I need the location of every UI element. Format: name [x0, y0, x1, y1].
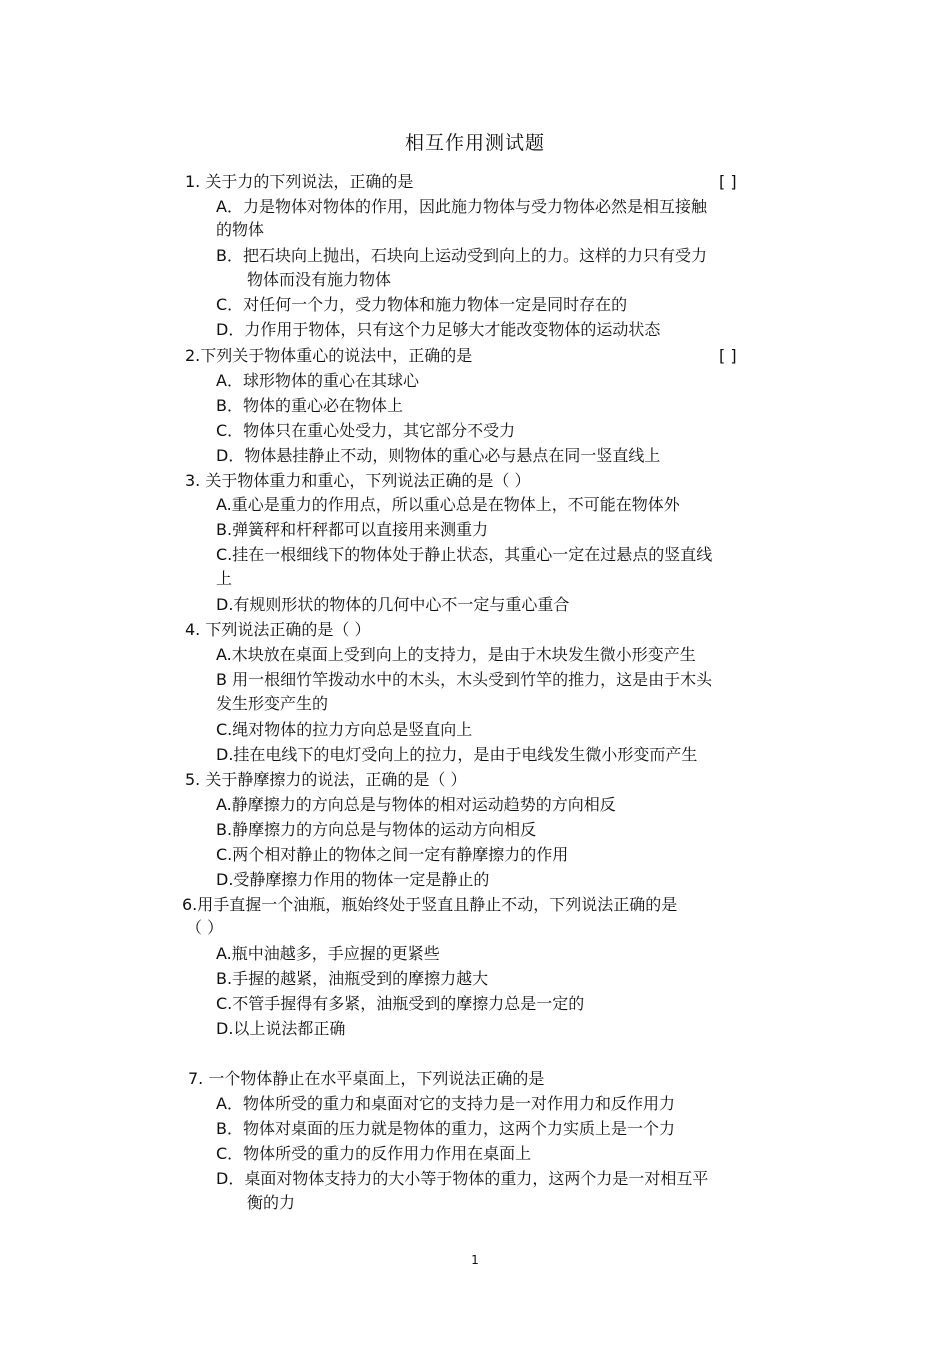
question-2-option-c: C．物体只在重心处受力，其它部分不受力: [216, 421, 516, 440]
question-1-option-b: B．把石块向上抛出，石块向上运动受到向上的力。这样的力只有受力: [216, 246, 707, 265]
question-5-option-b: B.静摩擦力的方向总是与物体的运动方向相反: [216, 820, 537, 839]
question-7-option-b: B．物体对桌面的压力就是物体的重力，这两个力实质上是一个力: [216, 1119, 675, 1138]
page-title: 相互作用测试题: [404, 132, 545, 154]
question-4-option-b-cont: 发生形变产生的: [216, 694, 329, 713]
question-4-option-b: B 用一根细竹竿拨动水中的木头，木头受到竹竿的推力，这是由于木头: [216, 670, 713, 689]
question-1-answer-bracket: [ ]: [719, 172, 737, 191]
question-1-stem: 1. 关于力的下列说法，正确的是: [185, 172, 414, 191]
question-1-option-b-cont: 物体而没有施力物体: [247, 270, 392, 289]
question-3-option-b: B.弹簧秤和杆秤都可以直接用来测重力: [216, 520, 489, 539]
question-6-option-a: A.瓶中油越多，手应握的更紧些: [216, 944, 440, 963]
question-3-option-c: C.挂在一根细线下的物体处于静止状态，其重心一定在过悬点的竖直线: [216, 545, 713, 564]
question-1-option-a: A．力是物体对物体的作用，因此施力物体与受力物体必然是相互接触: [216, 197, 707, 216]
question-3-option-a: A.重心是重力的作用点，所以重心总是在物体上，不可能在物体外: [216, 495, 680, 514]
question-4-option-a: A.木块放在桌面上受到向上的支持力，是由于木块发生微小形变产生: [216, 645, 696, 664]
question-7-stem: 7. 一个物体静止在水平桌面上，下列说法正确的是: [188, 1069, 545, 1088]
question-5-option-a: A.静摩擦力的方向总是与物体的相对运动趋势的方向相反: [216, 795, 616, 814]
question-2-stem: 2.下列关于物体重心的说法中，正确的是: [185, 346, 473, 365]
question-2-option-d: D．物体悬挂静止不动，则物体的重心必与悬点在同一竖直线上: [216, 446, 661, 465]
question-2-option-a: A．球形物体的重心在其球心: [216, 371, 419, 390]
question-7-option-a: A．物体所受的重力和桌面对它的支持力是一对作用力和反作用力: [216, 1094, 675, 1113]
question-6-option-b: B.手握的越紧，油瓶受到的摩擦力越大: [216, 969, 489, 988]
question-7-option-d-cont: 衡的力: [247, 1193, 296, 1212]
question-4-option-d: D.挂在电线下的电灯受向上的拉力，是由于电线发生微小形变而产生: [216, 745, 698, 764]
question-2-answer-bracket: [ ]: [719, 346, 737, 365]
question-6-option-c: C.不管手握得有多紧，油瓶受到的摩擦力总是一定的: [216, 994, 585, 1013]
question-4-stem: 4. 下列说法正确的是（ ）: [185, 620, 371, 639]
question-4-option-c: C.绳对物体的拉力方向总是竖直向上: [216, 720, 473, 739]
question-1-option-a-cont: 的物体: [216, 220, 265, 239]
question-3-stem: 3. 关于物体重力和重心，下列说法正确的是（ ）: [185, 471, 531, 490]
question-6-stem-cont: （ ）: [186, 918, 224, 937]
question-3-option-d: D.有规则形状的物体的几何中心不一定与重心重合: [216, 595, 570, 614]
question-6-stem: 6.用手直握一个油瓶，瓶始终处于竖直且静止不动，下列说法正确的是: [182, 895, 678, 914]
question-7-option-d: D．桌面对物体支持力的大小等于物体的重力，这两个力是一对相互平: [216, 1169, 709, 1188]
question-5-stem: 5. 关于静摩擦力的说法，正确的是（ ）: [185, 770, 467, 789]
question-5-option-c: C.两个相对静止的物体之间一定有静摩擦力的作用: [216, 845, 569, 864]
question-6-option-d: D.以上说法都正确: [216, 1019, 346, 1038]
question-7-option-c: C．物体所受的重力的反作用力作用在桌面上: [216, 1144, 532, 1163]
question-1-option-d: D．力作用于物体，只有这个力足够大才能改变物体的运动状态: [216, 320, 661, 339]
question-3-option-c-cont: 上: [216, 569, 233, 588]
question-5-option-d: D.受静摩擦力作用的物体一定是静止的: [216, 870, 490, 889]
question-2-option-b: B．物体的重心必在物体上: [216, 396, 403, 415]
question-1-option-c: C．对任何一个力，受力物体和施力物体一定是同时存在的: [216, 295, 628, 314]
page-number: 1: [471, 1253, 479, 1267]
